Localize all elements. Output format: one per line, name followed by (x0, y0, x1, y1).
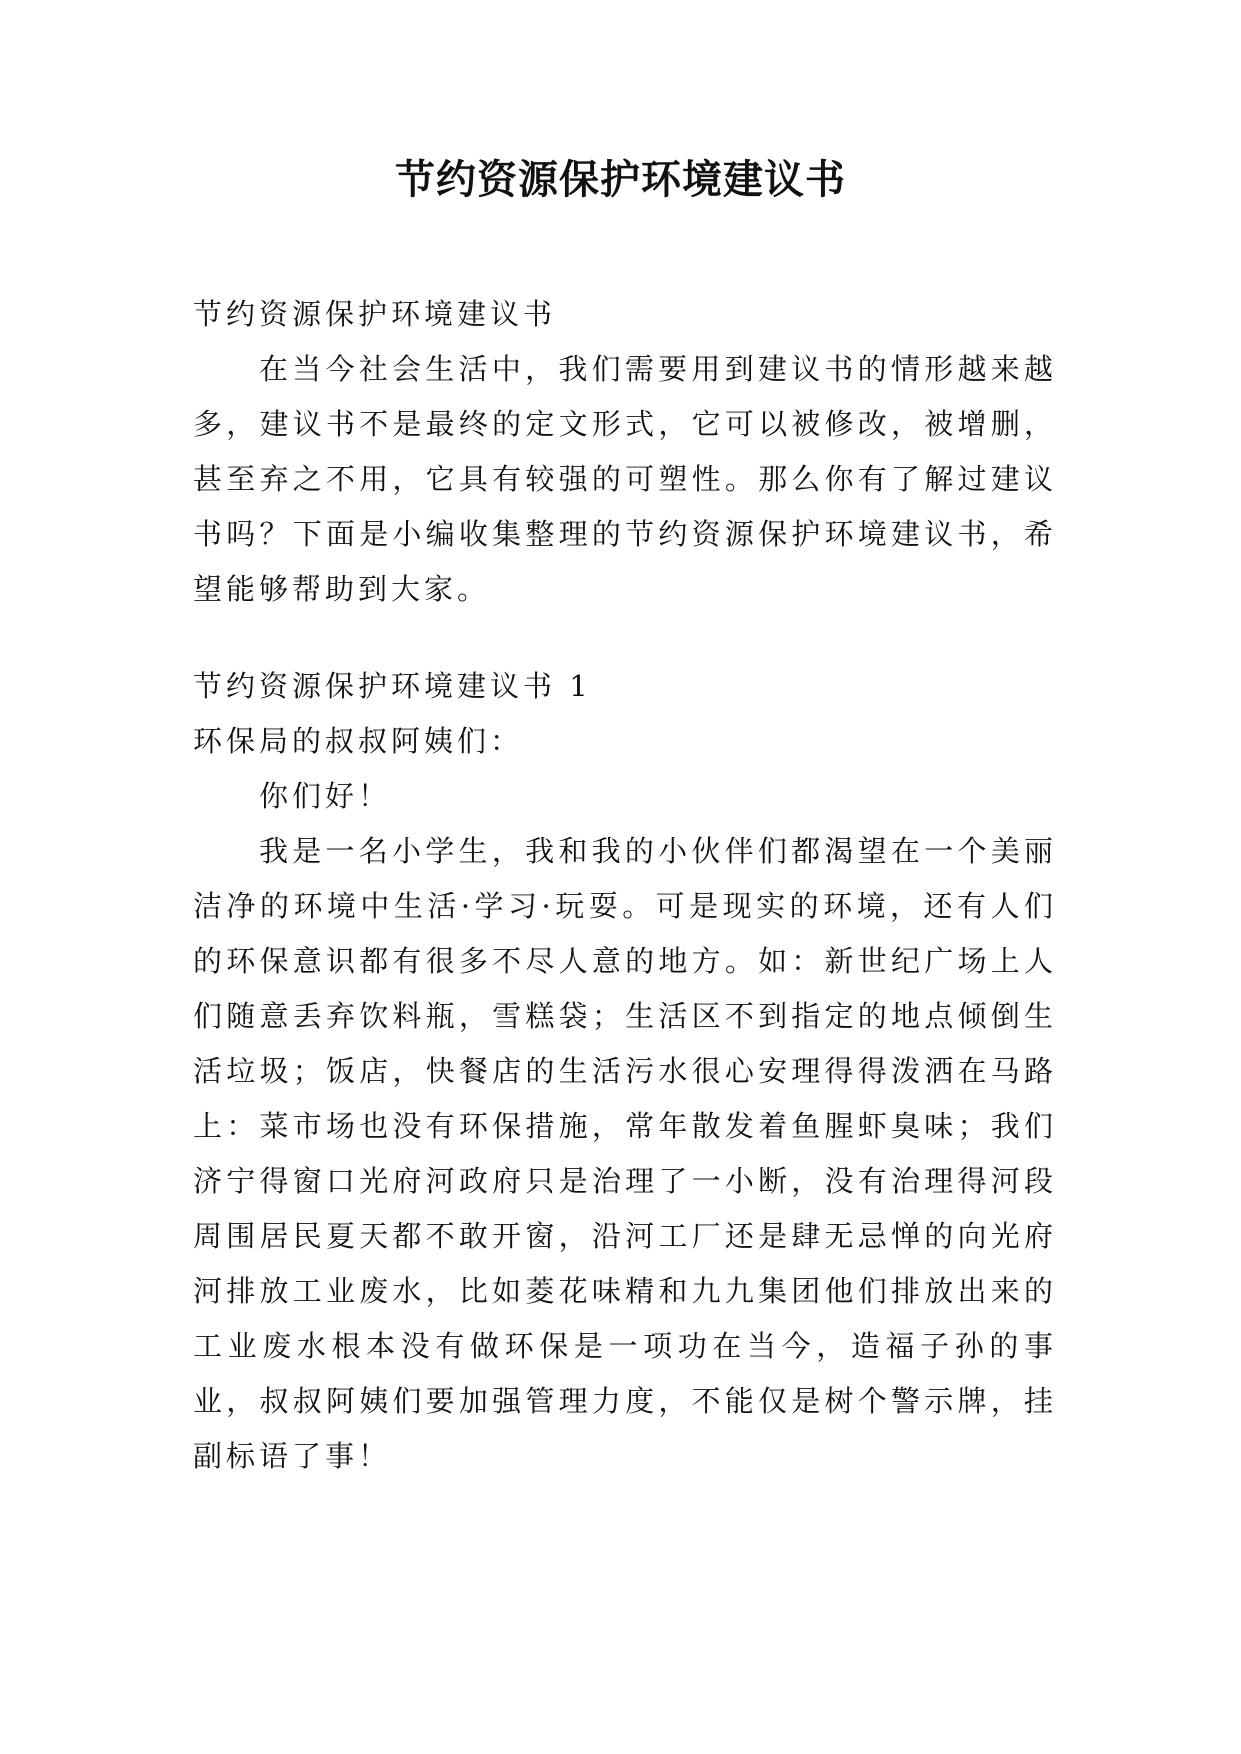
letter-body-paragraph: 我是一名小学生，我和我的小伙伴们都渴望在一个美丽洁净的环境中生活·学习·玩耍。可是现实的环境，还有人们的环保意识都有很多不尽人意的地方。如：新世纪广场上人们随意丢弃饮料瓶，雪糕袋；生活区不到指定的地点倾倒生活垃圾；饭店，快餐店的生活污水很心安理得得泼洒在马路上：菜市场也没有环保措施，常年散发着鱼腥虾臭味；我们济宁得窗口光府河政府只是治理了一小断，没有治理得河段周围居民夏天都不敢开窗，沿河工厂还是肆无忌惮的向光府河排放工业废水，比如菱花味精和九九集团他们排放出来的工业废水根本没有做环保是一项功在当今，造福子孙的事业，叔叔阿姨们要加强管理力度，不能仅是树个警示牌，挂副标语了事！ (193, 834, 1057, 1473)
paragraph-spacer (193, 617, 1057, 659)
document-body (193, 287, 1057, 1484)
document-subtitle: 节约资源保护环境建议书 (193, 297, 557, 331)
section-title: 节约资源保护环境建议书 1 (193, 669, 592, 703)
intro-paragraph: 在当今社会生活中，我们需要用到建议书的情形越来越多，建议书不是最终的定文形式，它可以被修改，被增删，甚至弃之不用，它具有较强的可塑性。那么你有了解过建议书吗？下面是小编收集整理的节约资源保护环境建议书，希望能够帮助到大家。 (193, 352, 1057, 606)
document-title: 节约资源保护环境建议书 (395, 157, 846, 203)
greeting: 你们好！ (259, 779, 392, 813)
salutation: 环保局的叔叔阿姨们： (193, 724, 524, 758)
